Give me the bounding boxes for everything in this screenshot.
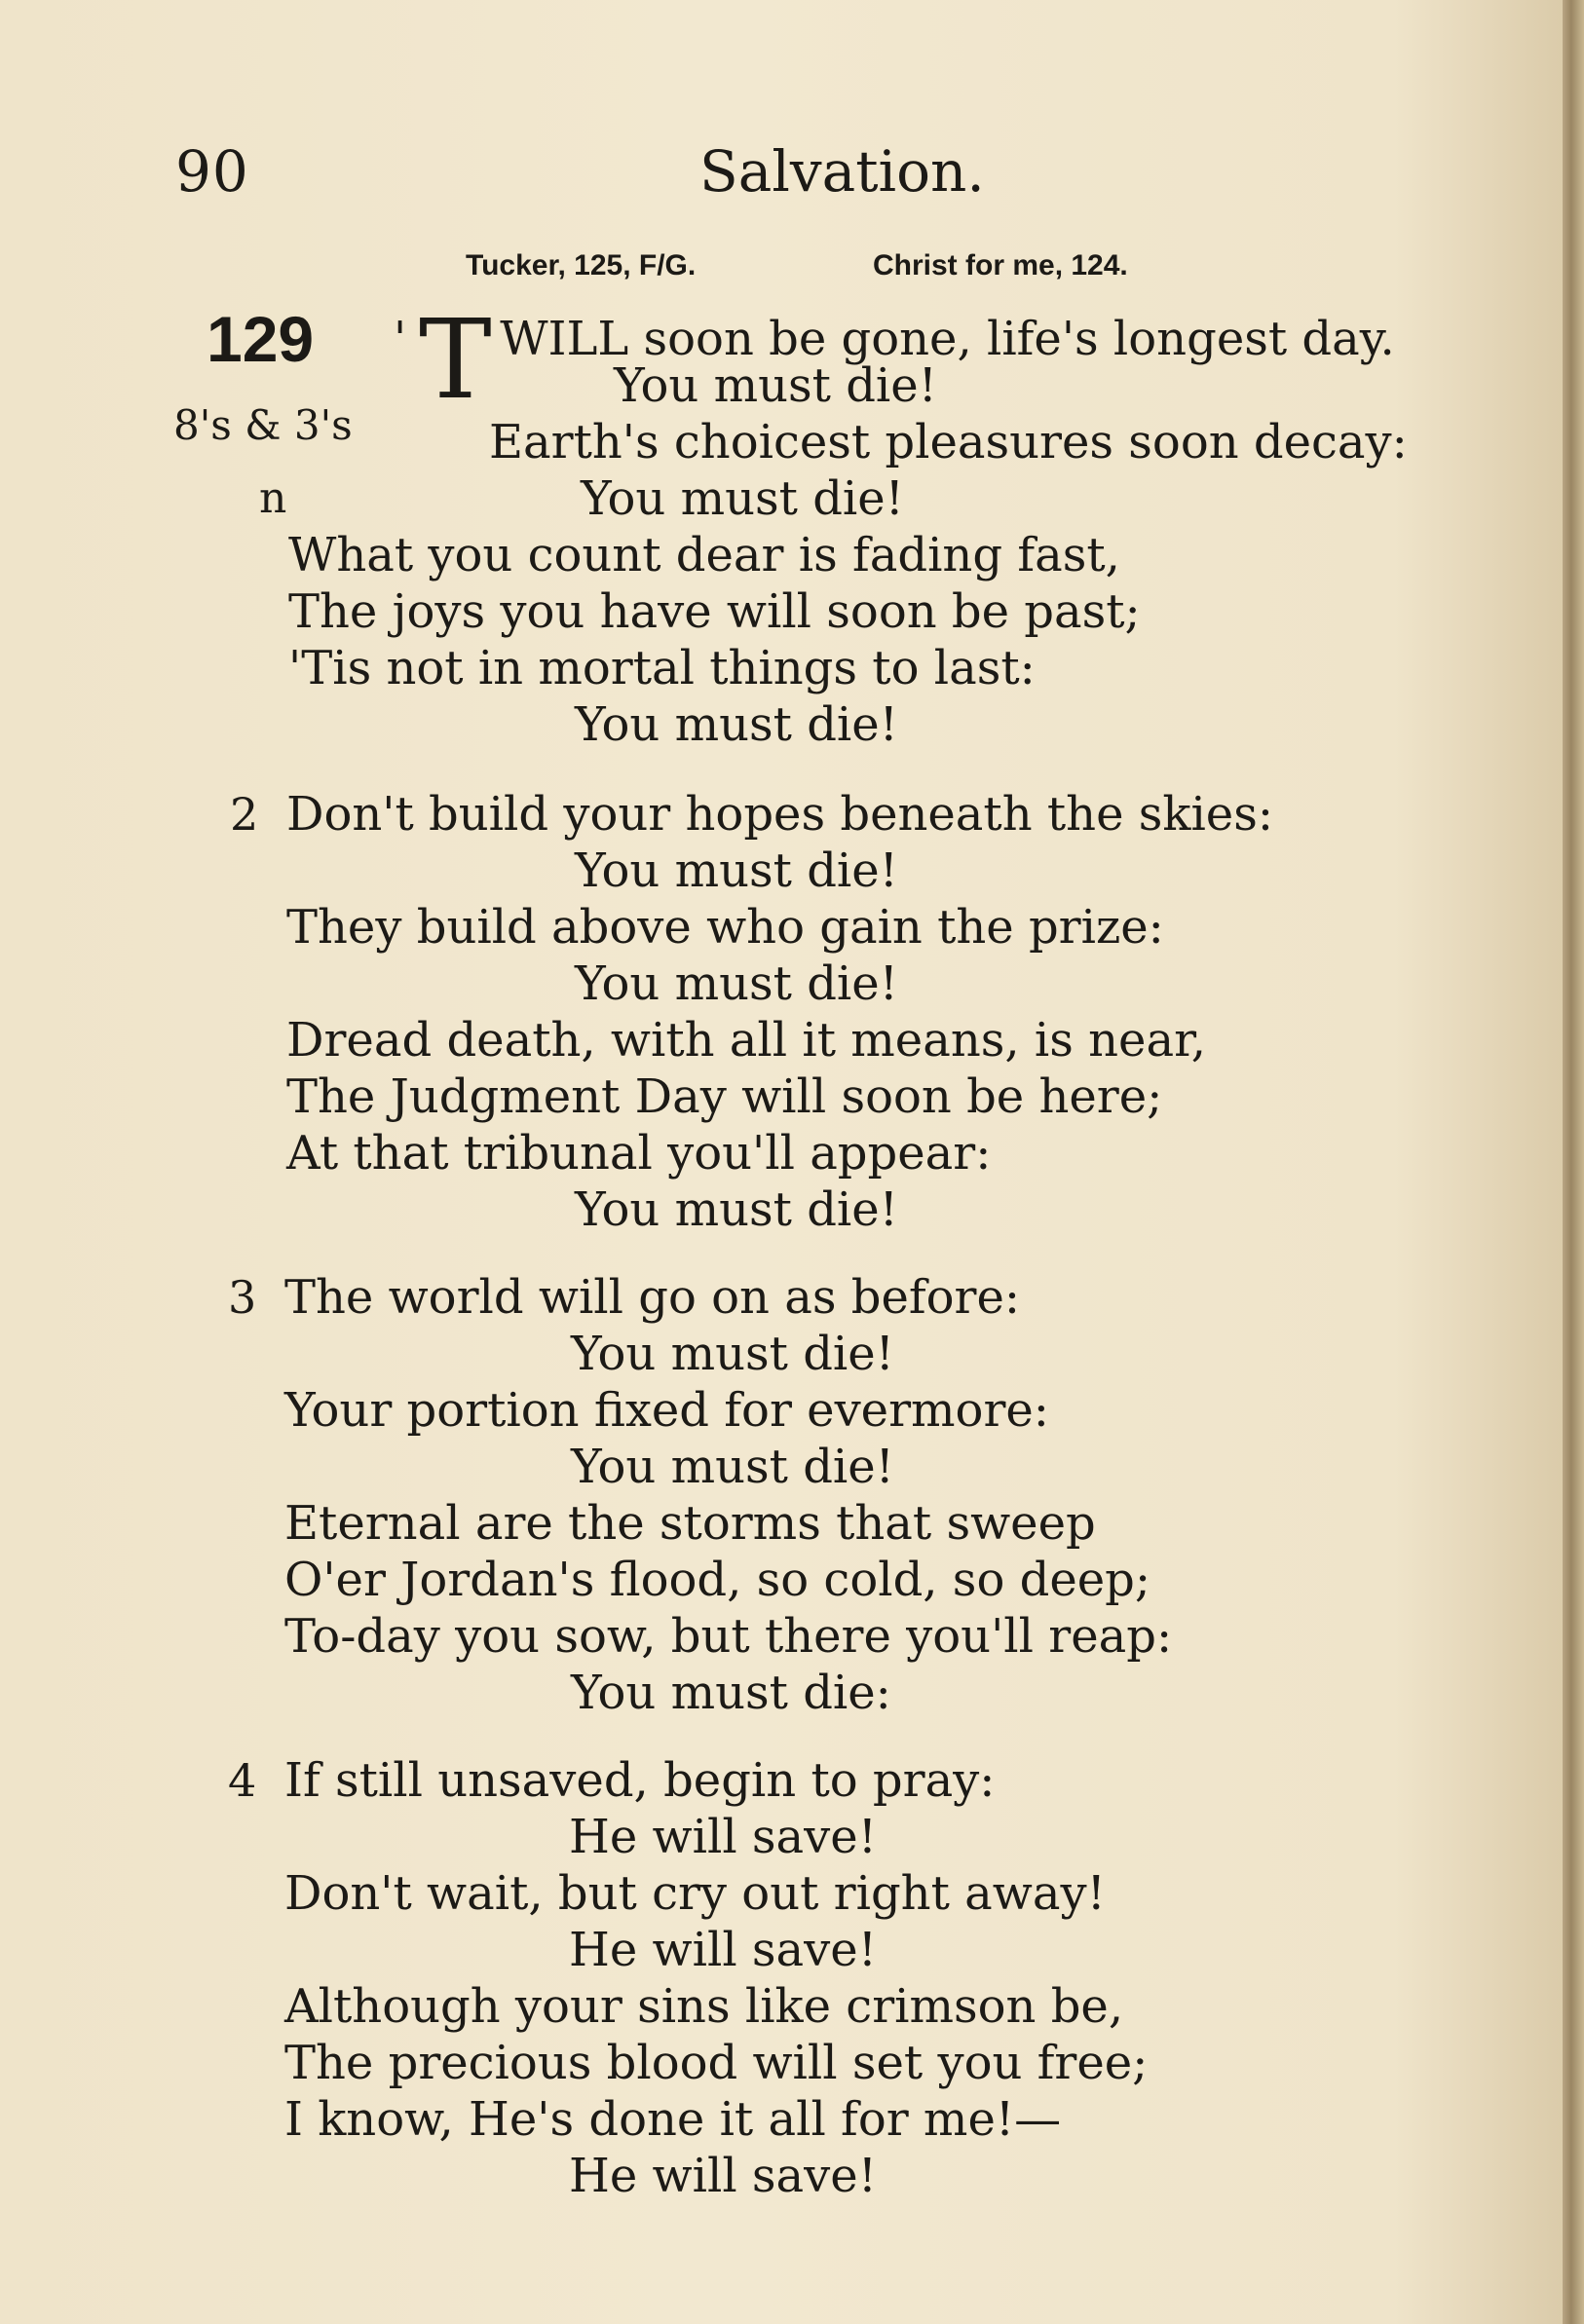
verse-line: You must die! bbox=[575, 697, 898, 752]
stanza-number: 4 bbox=[228, 1754, 257, 1807]
verse-line: To-day you sow, but there you'll reap: bbox=[284, 1609, 1173, 1664]
verse-line: He will save! bbox=[569, 1923, 877, 1977]
verse-line: You must die! bbox=[614, 358, 937, 413]
stanza-number: 3 bbox=[228, 1271, 257, 1324]
verse-line: You must die: bbox=[571, 1666, 891, 1720]
verse-line: The joys you have will soon be past; bbox=[288, 584, 1141, 639]
stanza-number: 2 bbox=[230, 788, 259, 841]
verse-line: Dread death, with all it means, is near, bbox=[286, 1013, 1206, 1068]
verse-line: You must die! bbox=[575, 843, 898, 898]
dynamic-marking: n bbox=[259, 473, 287, 523]
verse-line: Although your sins like crimson be, bbox=[284, 1979, 1124, 2034]
verse-line: They build above who gain the prize: bbox=[286, 900, 1164, 955]
verse-line: The precious blood will set you free; bbox=[284, 2036, 1149, 2090]
verse-line: 'Tis not in mortal things to last: bbox=[288, 641, 1036, 695]
verse-line: What you count dear is fading fast, bbox=[288, 528, 1120, 582]
drop-cap: T bbox=[419, 297, 492, 424]
verse-line: Don't wait, but cry out right away! bbox=[284, 1866, 1106, 1921]
page-number: 90 bbox=[175, 138, 249, 205]
verse-line: He will save! bbox=[569, 1810, 877, 1864]
verse-line: The world will go on as before: bbox=[284, 1270, 1021, 1325]
hymn-meter: 8's & 3's bbox=[173, 401, 353, 449]
verse-line: You must die! bbox=[571, 1440, 894, 1494]
verse-line: The Judgment Day will soon be here; bbox=[286, 1069, 1163, 1124]
hymn-number: 129 bbox=[207, 303, 315, 375]
verse-line: O'er Jordan's flood, so cold, so deep; bbox=[284, 1553, 1151, 1607]
first-line-text: WILL soon be gone, life's longest day. bbox=[500, 312, 1395, 366]
verse-line: Eternal are the storms that sweep bbox=[284, 1496, 1096, 1551]
verse-line: You must die! bbox=[571, 1327, 894, 1381]
verse-line: At that tribunal you'll appear: bbox=[286, 1126, 992, 1181]
book-spine-edge bbox=[1563, 0, 1584, 2324]
tune-reference: Tucker, 125, F/G. bbox=[466, 249, 697, 281]
verse-line: If still unsaved, begin to pray: bbox=[284, 1753, 996, 1808]
verse-line: I know, He's done it all for me!— bbox=[284, 2092, 1062, 2147]
verse-line: You must die! bbox=[581, 471, 904, 526]
tune-reference: Christ for me, 124. bbox=[873, 249, 1128, 281]
verse-line: Earth's choicest pleasures soon decay: bbox=[489, 415, 1408, 469]
running-head: Salvation. bbox=[699, 138, 985, 205]
first-line-apostrophe: ' bbox=[394, 312, 407, 366]
verse-line: Your portion fixed for evermore: bbox=[284, 1383, 1049, 1438]
verse-line: He will save! bbox=[569, 2149, 877, 2203]
verse-line: Don't build your hopes beneath the skies: bbox=[286, 787, 1274, 842]
verse-line: You must die! bbox=[575, 956, 898, 1011]
verse-line: You must die! bbox=[575, 1182, 898, 1237]
